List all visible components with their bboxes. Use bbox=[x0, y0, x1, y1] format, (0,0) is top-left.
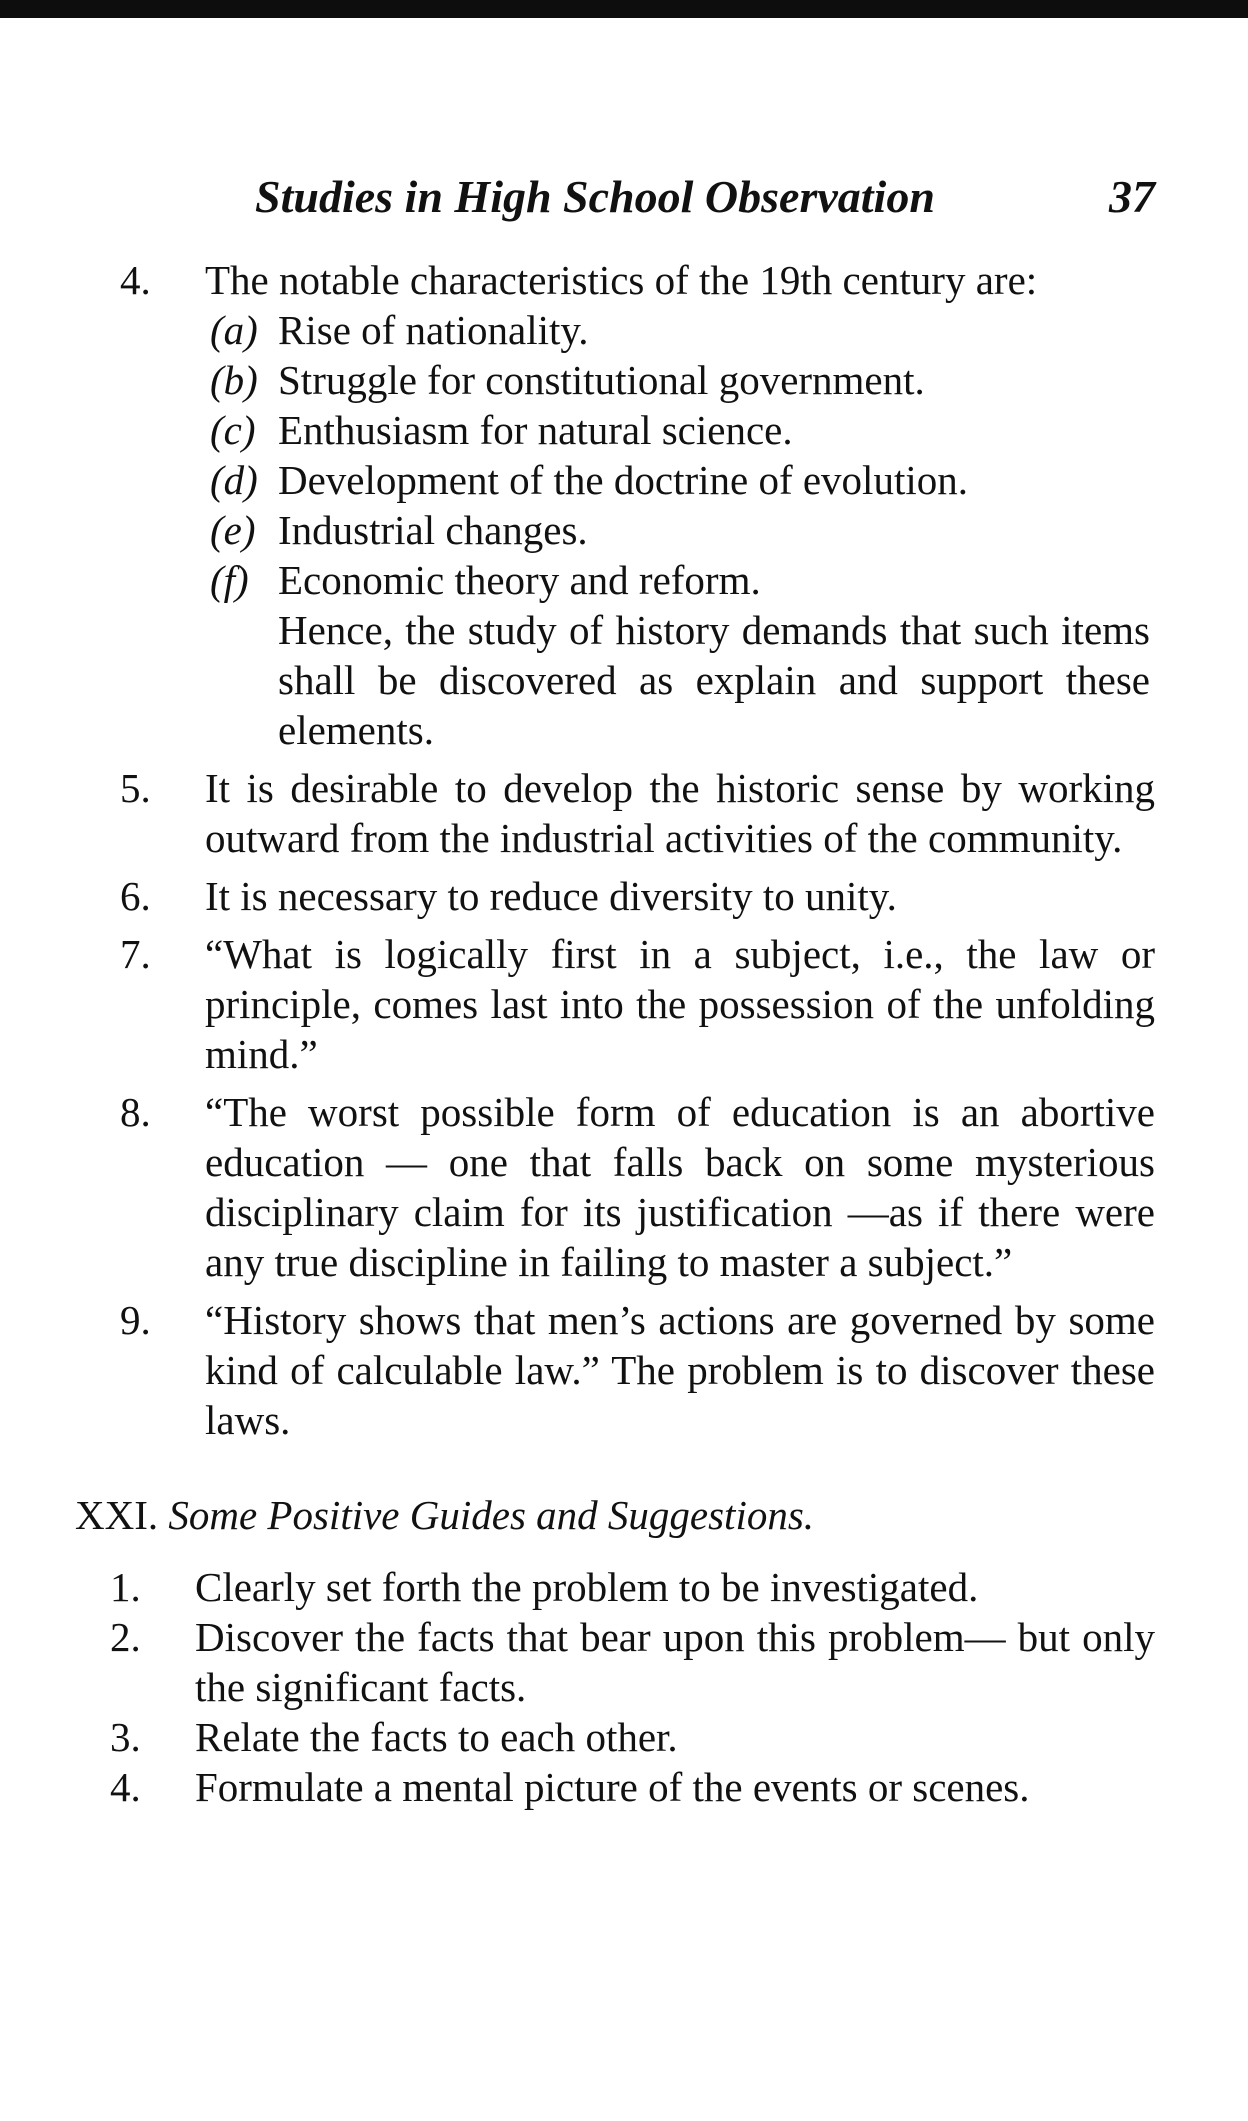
list-item bbox=[120, 929, 1155, 1079]
sub-item-text: Development of the doctrine of evolution. bbox=[278, 457, 968, 503]
sub-item-text: Enthusiasm for natural science. bbox=[278, 407, 793, 453]
section-heading bbox=[75, 1490, 1248, 1540]
sub-item-label: (f) bbox=[210, 557, 249, 603]
top-rule bbox=[0, 0, 1248, 18]
item-text: The notable characteristics of the 19th century are: bbox=[205, 257, 1038, 303]
list-item bbox=[110, 1562, 1155, 1612]
sub-item-label: (b) bbox=[210, 357, 258, 403]
page-header bbox=[255, 170, 1155, 223]
sub-item-text: Struggle for constitutional government. bbox=[278, 357, 925, 403]
item-text: Formulate a mental picture of the events or scenes. bbox=[195, 1764, 1030, 1810]
item-text: It is necessary to reduce diversity to unity. bbox=[205, 873, 897, 919]
sub-item bbox=[210, 305, 1155, 355]
list-item bbox=[110, 1612, 1155, 1712]
item-number: 4. bbox=[110, 1764, 141, 1810]
sub-item bbox=[210, 555, 1155, 605]
sub-item bbox=[210, 505, 1155, 555]
sub-item-label: (c) bbox=[210, 407, 256, 453]
list-item bbox=[120, 871, 1155, 921]
sub-item bbox=[210, 405, 1155, 455]
item-text: Relate the facts to each other. bbox=[195, 1714, 678, 1760]
item-number: 4. bbox=[120, 257, 151, 303]
sub-item bbox=[210, 355, 1155, 405]
sub-item-text: Industrial changes. bbox=[278, 507, 588, 553]
item-number: 3. bbox=[110, 1714, 141, 1760]
sub-item-text: Economic theory and reform. bbox=[278, 557, 761, 603]
list-item bbox=[120, 255, 1155, 305]
sub-item-label: (a) bbox=[210, 307, 258, 353]
item-text: “The worst possible form of education is an abortive education — one that falls back on some mysterious disciplinary claim for its justification —as if there were any true discipline in failing to master a subject.” bbox=[205, 1089, 1155, 1285]
list-item bbox=[120, 1087, 1155, 1287]
item-text: It is desirable to develop the historic sense by working outward from the industrial activities of the community. bbox=[205, 765, 1155, 861]
sub-item-label: (e) bbox=[210, 507, 256, 553]
list-item bbox=[120, 763, 1155, 863]
page-content bbox=[0, 255, 1248, 1812]
list-item bbox=[110, 1762, 1155, 1812]
item-number: 7. bbox=[120, 931, 151, 977]
item-number: 6. bbox=[120, 873, 151, 919]
item-text: “What is logically first in a subject, i.e., the law or principle, comes last into the possession of the unfolding mind.” bbox=[205, 931, 1155, 1077]
item-text: Discover the facts that bear upon this problem— but only the significant facts. bbox=[195, 1614, 1155, 1710]
sub-item-text: Rise of nationality. bbox=[278, 307, 589, 353]
item-text: Clearly set forth the problem to be investigated. bbox=[195, 1564, 979, 1610]
item-number: 9. bbox=[120, 1297, 151, 1343]
list-item bbox=[110, 1712, 1155, 1762]
item-number: 8. bbox=[120, 1089, 151, 1135]
running-title: Studies in High School Observation bbox=[255, 171, 935, 222]
sub-item-label: (d) bbox=[210, 457, 258, 503]
sub-item bbox=[210, 455, 1155, 505]
item-number: 2. bbox=[110, 1614, 141, 1660]
page-number: 37 bbox=[1109, 171, 1155, 222]
item-note: Hence, the study of history demands that such items shall be discovered as explain and support these elements. bbox=[278, 607, 1150, 753]
item-number: 1. bbox=[110, 1564, 141, 1610]
section-title: Some Positive Guides and Suggestions. bbox=[168, 1492, 815, 1538]
section-numeral: XXI. bbox=[75, 1492, 159, 1538]
item-text: “History shows that men’s actions are governed by some kind of calculable law.” The problem is to discover these laws. bbox=[205, 1297, 1155, 1443]
item-number: 5. bbox=[120, 765, 151, 811]
list-item bbox=[120, 1295, 1155, 1445]
